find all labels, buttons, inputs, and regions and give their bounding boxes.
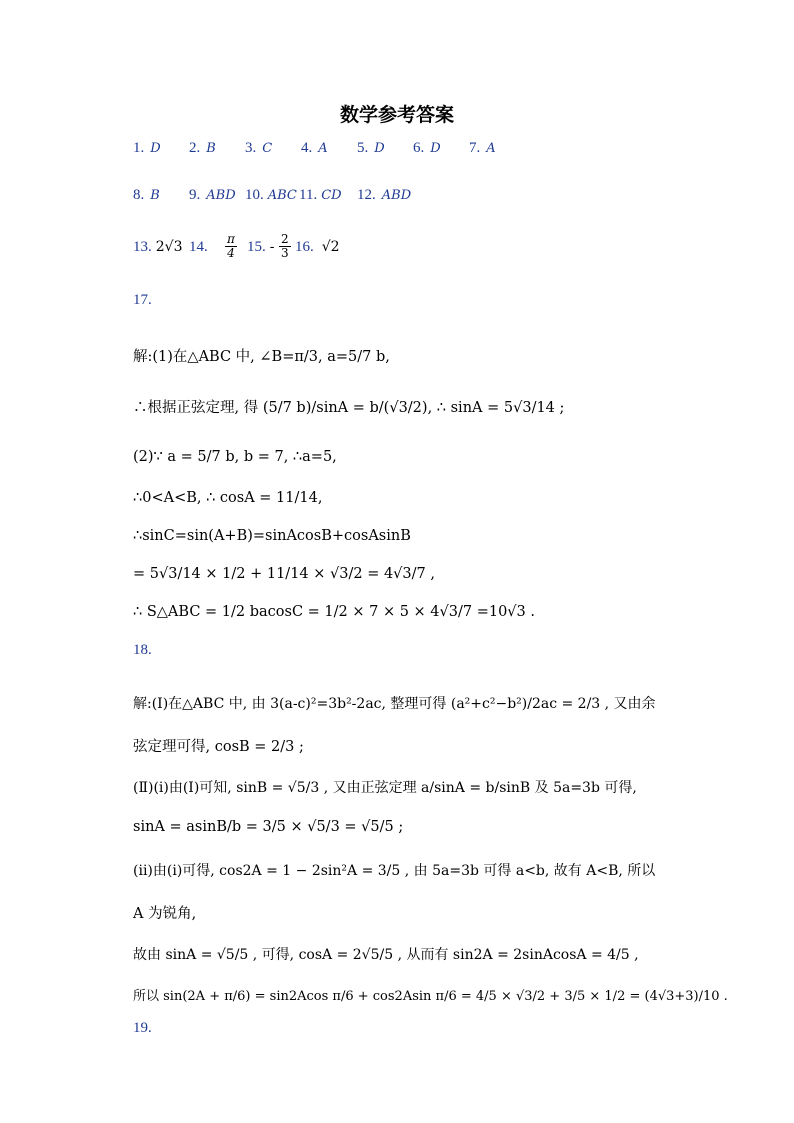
q17-line-5: ∴sinC=sin(A+B)=sinAcosB+cosAsinB xyxy=(133,528,411,544)
q17-line-4: ∴0<A<B, ∴ cosA = 11/14, xyxy=(133,490,323,506)
q17-line-6: = 5√3/14 × 1/2 + 11/14 × √3/2 = 4√3/7 , xyxy=(133,566,435,582)
answer-item: 2. B xyxy=(189,140,216,156)
question-17-label: 17. xyxy=(133,292,152,308)
answer-item: 3. C xyxy=(245,140,273,156)
answer-item: 16. √2 xyxy=(295,239,340,255)
q18-line-1: 解:(Ⅰ)在△ABC 中, 由 3(a-c)²=3b²-2ac, 整理可得 (a²+c²−b²)/2ac = 2/3 , 又由余 xyxy=(133,696,656,712)
q18-line-4: sinA = asinB/b = 3/5 × √5/3 = √5/5 ; xyxy=(133,819,404,835)
question-19-label: 19. xyxy=(133,1020,152,1036)
q17-line-7: ∴ S△ABC = 1/2 bacosC = 1/2 × 7 × 5 × 4√3/7 =10√3 . xyxy=(133,604,535,620)
answer-item: 14. xyxy=(189,239,208,255)
answer-item: 10. ABC xyxy=(245,187,297,203)
q18-line-6: A 为锐角, xyxy=(133,906,197,922)
q18-line-2: 弦定理可得, cosB = 2/3 ; xyxy=(133,739,304,755)
q17-line-3: (2)∵ a = 5/7 b, b = 7, ∴a=5, xyxy=(133,449,337,465)
answer-item: 9. ABD xyxy=(189,187,236,203)
answer-item: 6. D xyxy=(413,140,441,156)
q18-line-7: 故由 sinA = √5/5 , 可得, cosA = 2√5/5 , 从而有 sin2A = 2sinAcosA = 4/5 , xyxy=(133,947,639,963)
answer-item: 8. B xyxy=(133,187,160,203)
page-title: 数学参考答案 xyxy=(339,104,454,126)
q18-line-5: (ii)由(i)可得, cos2A = 1 − 2sin²A = 3/5 , 由 5a=3b 可得 a<b, 故有 A<B, 所以 xyxy=(133,863,656,879)
q17-line-1: 解:(1)在△ABC 中, ∠B=π/3, a=5/7 b, xyxy=(133,349,390,365)
question-18-label: 18. xyxy=(133,642,152,658)
answer-item: 5. D xyxy=(357,140,385,156)
answer-15-fraction: $\frac{2}{3}$ xyxy=(281,232,289,260)
answer-item: 15. - xyxy=(247,239,275,255)
answer-item: 13. 2√3 xyxy=(133,239,183,255)
answer-item: 7. A xyxy=(469,140,496,156)
answer-item: 4. A xyxy=(301,140,328,156)
answer-14-fraction: $\frac{\pi}{4}$ xyxy=(227,232,235,260)
q17-line-2: ∴根据正弦定理, 得 (5/7 b)/sinA = b/(√3/2), ∴ sinA = 5√3/14 ; xyxy=(133,400,565,416)
answer-item: 12. ABD xyxy=(357,187,412,203)
answer-item: 11. CD xyxy=(299,187,342,203)
answer-item: 1. D xyxy=(133,140,161,156)
q18-line-8: 所以 sin(2A + π/6) = sin2Acos π/6 + cos2Asin π/6 = 4/5 × √3/2 + 3/5 × 1/2 = (4√3+3)/10 . xyxy=(133,989,728,1004)
q18-line-3: (Ⅱ)(i)由(Ⅰ)可知, sinB = √5/3 , 又由正弦定理 a/sinA = b/sinB 及 5a=3b 可得, xyxy=(133,780,637,796)
